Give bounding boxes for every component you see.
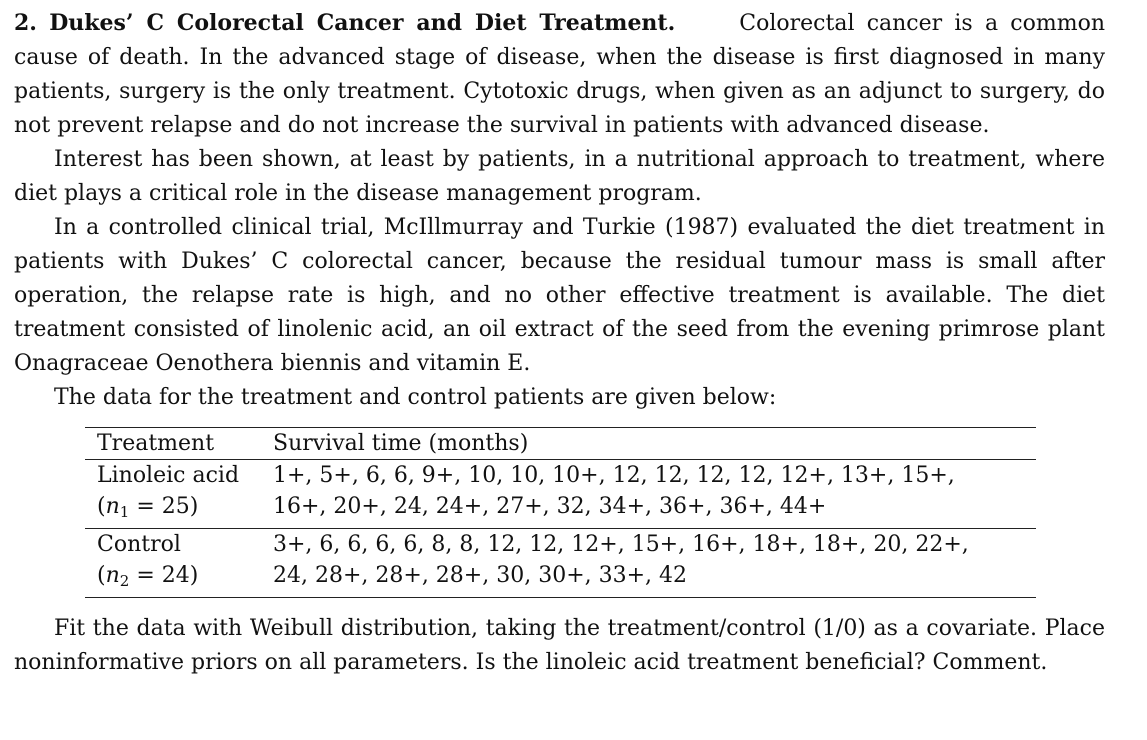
n-value: = 24 bbox=[136, 563, 190, 588]
group-size-control: $(n_2 = 24)$ bbox=[85, 560, 261, 598]
group-label-linoleic: Linoleic acid bbox=[97, 463, 240, 488]
survival-times-linoleic-line1: 1+, 5+, 6, 6, 9+, 10, 10, 10+, 12, 12, 12, 12, 12+, 13+, 15+, bbox=[273, 463, 955, 488]
problem-number: 2. bbox=[14, 10, 37, 36]
table-row bbox=[85, 460, 1036, 492]
survival-times-control-line2: 24, 28+, 28+, 28+, 30, 30+, 33+, 42 bbox=[261, 560, 1036, 598]
n-subscript: 2 bbox=[119, 572, 130, 590]
n-symbol: n bbox=[105, 494, 120, 519]
n-value: = 25 bbox=[136, 494, 190, 519]
problem-title: Dukes’ C Colorectal Cancer and Diet Treatment. bbox=[49, 10, 676, 36]
survival-times-linoleic-line2: 16+, 20+, 24, 24+, 27+, 32, 34+, 36+, 36+, 44+ bbox=[261, 491, 1036, 529]
group-label-control: Control bbox=[97, 532, 181, 557]
interest-paragraph: Interest has been shown, at least by patients, in a nutritional approach to treatment, where diet plays a critical role in the disease management program. bbox=[14, 147, 1105, 206]
n-symbol: n bbox=[105, 563, 120, 588]
header-treatment: Treatment bbox=[85, 428, 261, 460]
table-header-row bbox=[85, 428, 1036, 460]
intro-paragraph bbox=[14, 6, 1105, 143]
survival-data-table bbox=[85, 427, 1036, 598]
n-subscript: 1 bbox=[119, 503, 130, 521]
survival-times-control-line1: 3+, 6, 6, 6, 6, 8, 8, 12, 12, 12+, 15+, 16+, 18+, 18+, 20, 22+, bbox=[273, 532, 969, 557]
table-row bbox=[85, 560, 1036, 598]
group-size-linoleic: $(n_1 = 25)$ bbox=[85, 491, 261, 529]
data-intro-paragraph: The data for the treatment and control patients are given below: bbox=[54, 385, 777, 410]
table-row bbox=[85, 491, 1036, 529]
question-paragraph: Fit the data with Weibull distribution, taking the treatment/control (1/0) as a covariate. Place noninformative priors on all parameters. Is the linoleic acid treatment beneficial? Comment. bbox=[14, 616, 1105, 675]
trial-paragraph: In a controlled clinical trial, McIllmurray and Turkie (1987) evaluated the diet treatment in patients with Dukes’ C colorectal cancer, because the residual tumour mass is small after operation, the relapse rate is high, and no other effective treatment is available. The diet treatment consisted of linolenic acid, an oil extract of the seed from the evening primrose plant Onagraceae Oenothera biennis and vitamin E. bbox=[14, 215, 1105, 376]
table-row bbox=[85, 529, 1036, 561]
intro-text: Colorectal cancer is a common cause of death. In the advanced stage of disease, when the disease is first diagnosed in many patients, surgery is the only treatment. Cytotoxic drugs, when given as an adjunct to surgery, do not prevent relapse and do not increase the survival in patients with advanced disease. bbox=[14, 11, 1106, 138]
header-survival-time: Survival time (months) bbox=[261, 428, 1036, 460]
